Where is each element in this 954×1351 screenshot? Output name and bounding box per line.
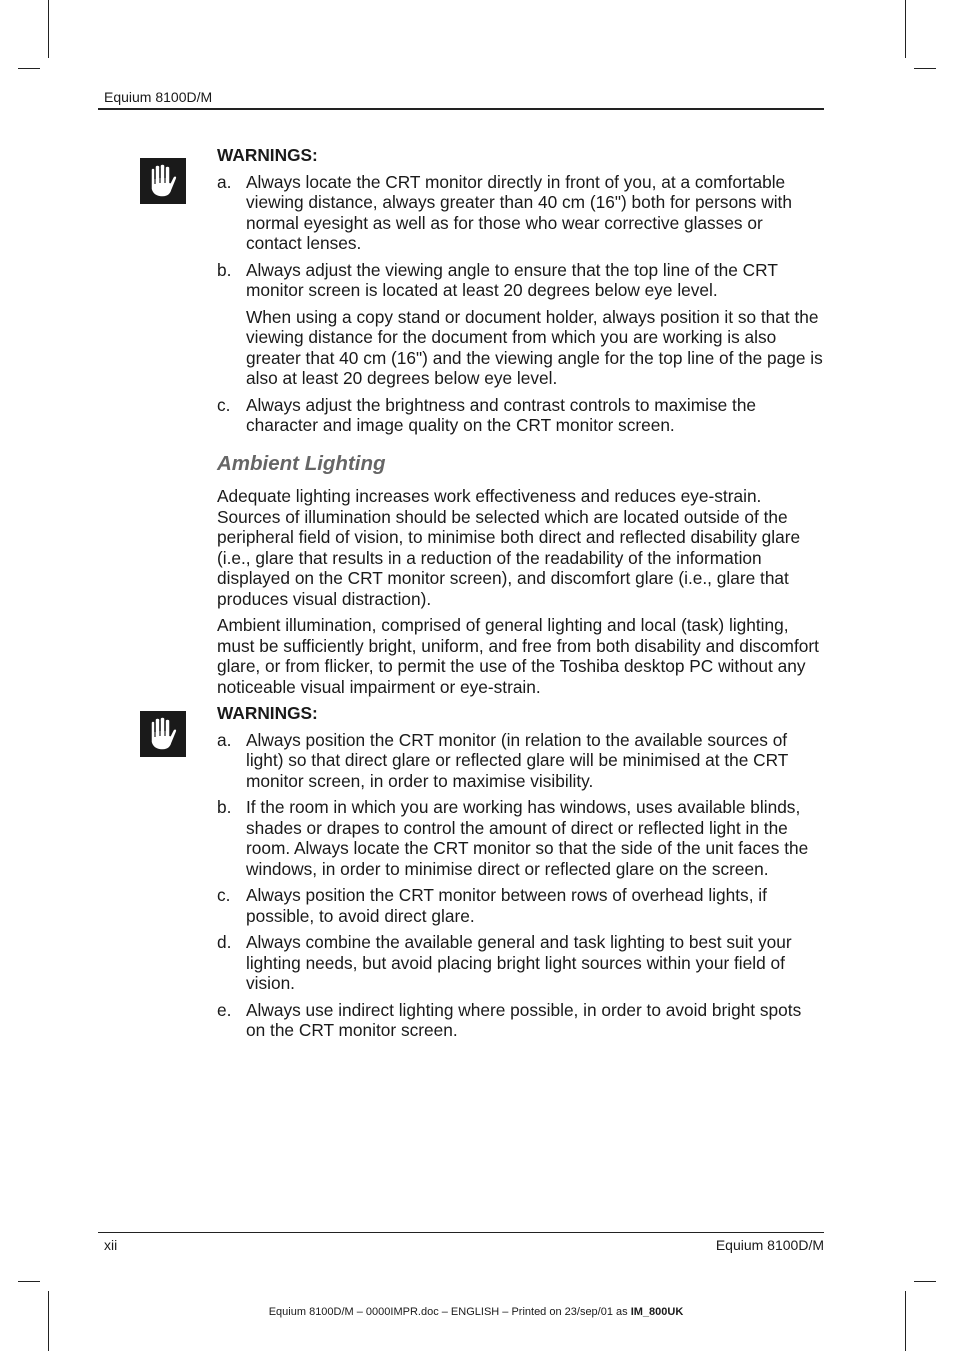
body-paragraph: Adequate lighting increases work effectiveness and reduces eye-strain. Sources of illumination should be selected which are located outside of the peripheral field of vision, to minimise both direct and reflected disability glare (i.e., glare that results in a reduction of the readability of the information displayed on the CRT monitor screen), and discomfort glare (i.e., glare that produces visual distraction). (217, 486, 801, 609)
crop-mark (905, 1291, 906, 1351)
item-letter: c. (217, 394, 231, 415)
item-letter: c. (217, 885, 231, 905)
warning-item (217, 395, 823, 436)
warning-item (217, 797, 823, 879)
crop-mark (914, 1281, 936, 1282)
crop-mark (18, 1281, 40, 1282)
item-text: When using a copy stand or document holder, always position it so that the viewing distance for the document from which you are working is also greater that 40 cm (16") and the viewing angle for the top line of the page is also at least 20 degrees below eye level. (246, 306, 823, 388)
item-letter: b. (217, 797, 232, 817)
crop-mark (48, 1291, 49, 1351)
item-text: If the room in which you are working has windows, uses available blinds, shades or drapes to control the amount of direct or reflected light in the room. Always locate the CRT monitor so that the side of the unit faces the windows, in order to minimise direct or reflected glare on the screen. (246, 797, 809, 879)
page-content (217, 145, 823, 1047)
item-text: Always position the CRT monitor (in relation to the available sources of light) so that direct glare or reflected glare will be minimised at the CRT monitor screen, in order to maximise visibility. (246, 729, 789, 791)
crop-mark (18, 68, 40, 69)
warning-item (217, 1000, 823, 1041)
warning-item (217, 932, 823, 994)
item-letter: b. (217, 259, 232, 280)
warning-item (217, 730, 823, 792)
header-rule (98, 108, 824, 110)
page-number: xii (104, 1237, 118, 1253)
print-info-text: Equium 8100D/M – 0000IMPR.doc – ENGLISH – Printed on 23/sep/01 as (268, 1306, 631, 1318)
running-footer: Equium 8100D/M (715, 1237, 824, 1253)
warning-item (217, 260, 823, 389)
item-text: Always locate the CRT monitor directly in front of you, at a comfortable viewing distance, always greater than 40 cm (16") both for persons with normal eyesight as well as for those who wear corrective glasses or contact lenses. (246, 171, 792, 253)
print-info (0, 1306, 954, 1318)
crop-mark (905, 0, 906, 58)
item-letter: a. (217, 729, 232, 750)
crop-mark (48, 0, 49, 58)
warnings-title: WARNINGS: (217, 703, 318, 723)
item-text: Always combine the available general and task lighting to best suit your lighting needs, but avoid placing bright light sources within your field of vision. (246, 932, 792, 993)
warning-item (217, 885, 823, 926)
item-letter: d. (217, 932, 232, 952)
item-letter: e. (217, 999, 232, 1020)
section-heading: Ambient Lighting (217, 451, 386, 475)
item-text: Always use indirect lighting where possible, in order to avoid bright spots on the CRT monitor screen. (246, 999, 802, 1040)
warnings-title: WARNINGS: (217, 145, 318, 165)
item-text: Always adjust the viewing angle to ensure that the top line of the CRT monitor screen is located at least 20 degrees below eye level. (246, 259, 778, 300)
hand-stop-icon (140, 711, 186, 757)
footer-rule (98, 1232, 824, 1233)
warning-item (217, 172, 823, 254)
body-paragraph: Ambient illumination, comprised of general lighting and local (task) lighting, must be sufficiently bright, uniform, and free from both disability and discomfort glare, or from flicker, to permit the use of the Toshiba desktop PC without any noticeable visual impairment or eye-strain. (217, 615, 819, 697)
hand-stop-icon (140, 158, 186, 204)
running-header: Equium 8100D/M (104, 89, 213, 105)
item-text: Always adjust the brightness and contrast controls to maximise the character and image quality on the CRT monitor screen. (246, 394, 757, 435)
print-code: IM_800UK (630, 1306, 684, 1318)
item-text: Always position the CRT monitor between rows of overhead lights, if possible, to avoid direct glare. (246, 885, 767, 926)
item-letter: a. (217, 171, 232, 192)
crop-mark (914, 68, 936, 69)
